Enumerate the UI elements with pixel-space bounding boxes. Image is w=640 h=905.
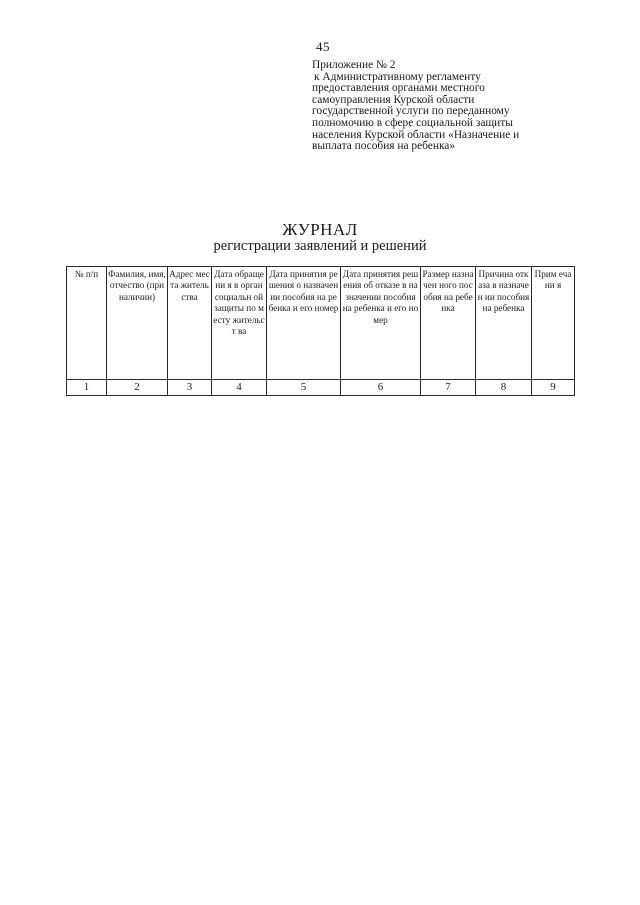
column-number: 8: [476, 380, 532, 396]
column-header-label: Адрес места житель ства: [169, 269, 210, 302]
journal-title: ЖУРНАЛ: [282, 220, 358, 239]
column-header: [67, 267, 107, 380]
appendix-header: [312, 60, 612, 153]
journal-table: [66, 266, 575, 396]
appendix-line: государственной услуги по переданному: [312, 105, 510, 118]
column-header-label: Дата принятия решения о назначении пособия на ребенка и его номер: [268, 269, 339, 314]
column-header-label: Дата принятия решения об отказе в назначении пособия на ребенка и его номер: [342, 269, 419, 325]
column-header-label: Фамилия, имя, отчество (при наличии): [108, 269, 166, 302]
column-number: 4: [212, 380, 267, 396]
column-header-label: № п/п: [74, 269, 99, 279]
column-header: [421, 267, 476, 380]
column-number: 7: [421, 380, 476, 396]
appendix-line: самоуправления Курской области: [312, 93, 475, 106]
column-header: [107, 267, 168, 380]
column-number: 5: [267, 380, 341, 396]
column-header-label: Причина отказа в назначен ии пособия на ребенка: [477, 269, 530, 314]
column-header: [212, 267, 267, 380]
journal-subtitle: регистрации заявлений и решений: [213, 238, 427, 254]
column-number: 9: [532, 380, 575, 396]
column-header-label: Дата обращени я в орган социальн ой защиты по месту жительст ва: [213, 269, 265, 337]
column-header: [532, 267, 575, 380]
column-header: [476, 267, 532, 380]
column-header: [168, 267, 212, 380]
column-header: [341, 267, 421, 380]
page-number: 45: [316, 39, 330, 54]
column-number: 1: [67, 380, 107, 396]
column-header: [267, 267, 341, 380]
appendix-line: предоставления органами местного: [312, 82, 485, 95]
appendix-title: Приложение № 2: [312, 59, 396, 71]
column-number: 3: [168, 380, 212, 396]
appendix-line: полномочию в сфере социальной защиты: [312, 116, 513, 129]
column-number: 6: [341, 380, 421, 396]
appendix-line: выплата пособия на ребенка»: [312, 140, 456, 153]
column-header-label: Прим ечани я: [534, 269, 572, 291]
column-header-label: Размер назначен ного пособия на ребенка: [422, 269, 474, 314]
column-number: 2: [107, 380, 168, 396]
column-number-row: [67, 380, 575, 396]
table-header-row: [67, 267, 575, 380]
appendix-line: населения Курской области «Назначение и: [312, 128, 520, 141]
appendix-line: к Административному регламенту: [314, 70, 481, 83]
